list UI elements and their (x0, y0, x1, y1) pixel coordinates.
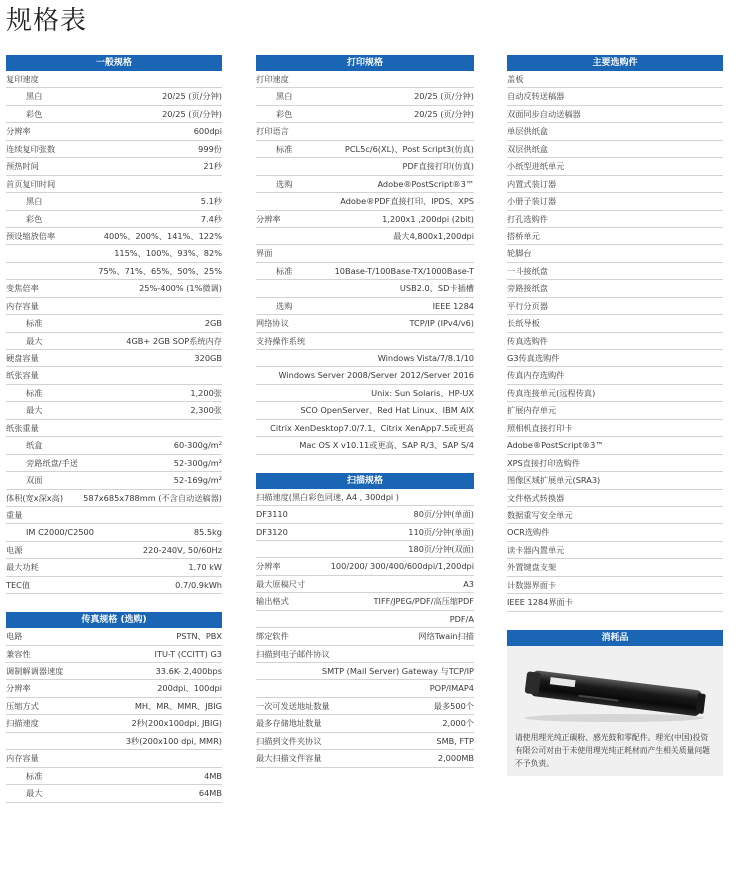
spec-value: USB2.0、SD卡插槽 (399, 283, 474, 294)
spec-value: Windows Server 2008/Server 2012/Server 2016 (278, 370, 474, 381)
spec-value: 最多500个 (433, 700, 474, 711)
spec-value: 600dpi (193, 126, 222, 137)
spec-row (256, 420, 474, 437)
spec-value: Adobe®PostScript®3™ (377, 178, 474, 189)
spec-row (256, 593, 474, 610)
option-item: 图像区域扩展单元(SRA3) (507, 472, 723, 489)
option-item: 长纸导板 (507, 315, 723, 332)
spec-label: 标准 (26, 387, 43, 398)
spec-row (6, 577, 222, 594)
spec-label: 电路 (6, 631, 23, 642)
spec-value: 4GB+ 2GB SOP系统内存 (126, 335, 222, 346)
spec-label: 黑白 (26, 196, 43, 207)
spec-row (256, 715, 474, 732)
option-item: 文件格式转换器 (507, 490, 723, 507)
options-header: 主要选购件 (507, 55, 723, 71)
spec-row (6, 420, 222, 437)
spec-row (256, 385, 474, 402)
option-item: Adobe®PostScript®3™ (507, 437, 723, 454)
spec-row (256, 524, 474, 541)
spec-row (256, 541, 474, 558)
section-header: 扫描规格 (256, 473, 474, 489)
spec-row (6, 245, 222, 262)
spec-row (6, 472, 222, 489)
spec-label: 黑白 (26, 91, 43, 102)
spec-label: 打印语言 (256, 126, 289, 137)
spec-value: 200dpi、100dpi (157, 683, 222, 694)
spec-value: 7.4秒 (200, 213, 222, 224)
option-item: 数据重写安全单元 (507, 507, 723, 524)
spec-value: 25%-400% (1%微调) (139, 283, 222, 294)
spec-row (6, 542, 222, 559)
spec-value: 1,200张 (190, 387, 222, 398)
spec-value: 20/25 (页/分钟) (414, 108, 474, 119)
option-item: G3传真选购件 (507, 350, 723, 367)
option-item: 小册子装订器 (507, 193, 723, 210)
spec-row (256, 733, 474, 750)
spec-label: 选购 (276, 178, 293, 189)
spec-value: ITU-T (CCITT) G3 (154, 648, 222, 659)
spec-value: 999份 (198, 143, 222, 154)
spec-value: 10Base-T/100Base-TX/1000Base-T (334, 265, 474, 276)
spec-value: 52-169g/m² (173, 475, 222, 486)
spec-label: 输出格式 (256, 596, 289, 607)
spec-label: 双面 (26, 475, 43, 486)
option-item: 轮脚台 (507, 245, 723, 262)
option-item: 一斗接纸盘 (507, 263, 723, 280)
spec-label: 分辨率 (256, 561, 281, 572)
option-item: 传真内存选购件 (507, 367, 723, 384)
spec-value: 2,000MB (437, 753, 474, 764)
spec-row (256, 558, 474, 575)
spec-value: 60-300g/m² (173, 440, 222, 451)
spec-value: PSTN、PBX (176, 631, 222, 642)
spec-value: 1,200x1 ,200dpi (2bit) (382, 213, 474, 224)
page-title: 规格表 (6, 6, 88, 36)
spec-value: 33.6K- 2,400bps (155, 666, 222, 676)
spec-value: 115%、100%、93%、82% (114, 248, 222, 259)
spec-row (256, 402, 474, 419)
spec-row (6, 211, 222, 228)
spec-row (256, 437, 474, 454)
spec-label: 扫描速度(黑白彩色同速, A4 , 300dpi ) (256, 491, 399, 502)
spec-label: 一次可发送地址数量 (256, 700, 330, 711)
spec-value: SMB, FTP (436, 735, 474, 746)
spec-label: 调制解调器速度 (6, 666, 64, 676)
spec-row (256, 350, 474, 367)
spec-row (6, 507, 222, 524)
option-item: 自动反转送稿器 (507, 88, 723, 105)
spec-row (6, 437, 222, 454)
spec-label: 电源 (6, 544, 23, 555)
spec-value: MH、MR、MMR、JBIG (134, 700, 222, 711)
option-item: 单层供纸盒 (507, 123, 723, 140)
section-header: 一般规格 (6, 55, 222, 71)
spec-value: 64MB (198, 788, 222, 799)
spec-row (6, 176, 222, 193)
spec-row (256, 123, 474, 140)
options-list (507, 71, 723, 612)
spec-row (6, 298, 222, 315)
spec-value: Adobe®PDF直接打印、IPDS、XPS (340, 196, 474, 207)
spec-row (6, 559, 222, 576)
spec-label: 分辨率 (6, 683, 31, 694)
spec-row (256, 158, 474, 175)
option-item: 盖板 (507, 71, 723, 88)
spec-label: 内存容量 (6, 300, 39, 311)
spec-label: 首页复印时间 (6, 178, 56, 189)
spec-row (6, 193, 222, 210)
spec-value: 0.7/0.9kWh (175, 579, 222, 590)
spec-row (256, 141, 474, 158)
spec-row (6, 385, 222, 402)
spec-label: 扫描速度 (6, 718, 39, 729)
spec-label: 旁路纸盘/手送 (26, 457, 78, 468)
spec-label: 打印速度 (256, 74, 289, 84)
spec-label: 纸张容量 (6, 370, 39, 381)
option-item: 小纸型进纸单元 (507, 158, 723, 175)
spec-value: 2秒(200x100dpi, JBIG) (131, 718, 222, 729)
spec-label: 最大 (26, 335, 43, 346)
spec-row (6, 490, 222, 507)
spec-label: 连续复印张数 (6, 143, 56, 154)
spec-label: 复印速度 (6, 74, 39, 84)
spec-row (256, 298, 474, 315)
spec-value: 2,000个 (442, 718, 474, 729)
spec-value: 20/25 (页/分钟) (414, 91, 474, 102)
spec-label: 最大原稿尺寸 (256, 578, 306, 589)
print-scan-specs-column (256, 55, 474, 768)
spec-label: 分辨率 (6, 126, 31, 137)
spec-row (6, 106, 222, 123)
spec-value: 1.70 kW (188, 562, 222, 573)
spec-row (256, 211, 474, 228)
spec-row (6, 698, 222, 715)
spec-label: 选购 (276, 300, 293, 311)
spec-row (256, 680, 474, 697)
spec-value: 20/25 (页/分钟) (162, 108, 222, 119)
spec-value: 21秒 (203, 161, 222, 172)
spec-row (6, 646, 222, 663)
spec-row (6, 768, 222, 785)
spec-label: 最大扫描文件容量 (256, 753, 322, 764)
spec-value: SCO OpenServer、Red Hat Linux、IBM AIX (300, 405, 474, 416)
spec-row (6, 733, 222, 750)
section-header: 传真规格 (选购) (6, 612, 222, 628)
spec-label: 变焦倍率 (6, 283, 39, 294)
spec-row (256, 698, 474, 715)
spec-label: 标准 (26, 318, 43, 329)
spec-row (6, 524, 222, 541)
spec-value: Mac OS X v10.11或更高、SAP R/3、SAP S/4 (299, 440, 474, 451)
option-item: 平行分页器 (507, 298, 723, 315)
spec-row (256, 193, 474, 210)
spec-row (6, 263, 222, 280)
spec-value: A3 (463, 578, 474, 589)
spec-label: IM C2000/C2500 (26, 527, 94, 538)
toner-cartridge-image (519, 666, 709, 724)
spec-value: PCL5c/6(XL)、Post Script3(仿真) (344, 143, 474, 154)
spec-row (256, 611, 474, 628)
spec-value: Citrix XenDesktop7.0/7.1、Citrix XenApp7.5或更高 (270, 422, 474, 433)
spec-row (256, 280, 474, 297)
spec-row (256, 245, 474, 262)
spec-value: 400%、200%、141%、122% (103, 230, 222, 241)
spec-row (256, 333, 474, 350)
spec-row (6, 141, 222, 158)
spec-row (256, 646, 474, 663)
spec-label: 体积(宽x深x高) (6, 492, 64, 503)
option-item: 内置式装订器 (507, 176, 723, 193)
spec-value: 4MB (204, 770, 222, 781)
spec-value: TCP/IP (IPv4/v6) (409, 318, 474, 329)
spec-value: 180页/分钟(双面) (408, 543, 474, 554)
spec-row (256, 367, 474, 384)
spec-value: PDF直接打印(仿真) (402, 161, 474, 172)
spec-value: 220-240V, 50/60Hz (142, 544, 222, 555)
spec-label: 彩色 (26, 108, 43, 119)
spec-value: 110页/分钟(单面) (408, 526, 474, 537)
spec-row (6, 158, 222, 175)
spec-label: 标准 (276, 265, 293, 276)
spec-value: 2,300张 (190, 405, 222, 416)
spec-label: 网络协议 (256, 318, 289, 329)
spec-label: 黑白 (276, 91, 293, 102)
option-item: XPS直接打印选购件 (507, 455, 723, 472)
option-item: 双层供纸盒 (507, 141, 723, 158)
option-item: 读卡器内置单元 (507, 542, 723, 559)
spec-label: 界面 (256, 248, 273, 259)
spec-row (256, 88, 474, 105)
spec-label: 支持操作系统 (256, 335, 306, 346)
spec-label: 预设缩放倍率 (6, 230, 56, 241)
spec-row (256, 506, 474, 523)
spec-row (6, 123, 222, 140)
spec-value: 587x685x788mm (不含自动送稿器) (83, 492, 222, 503)
spec-value: POP/IMAP4 (429, 683, 474, 694)
spec-row (256, 263, 474, 280)
spec-label: 扫描到文件夹协议 (256, 735, 322, 746)
spec-value: PDF/A (449, 613, 474, 624)
spec-value: IEEE 1284 (432, 300, 474, 311)
spec-label: DF3120 (256, 526, 288, 537)
spec-row (256, 106, 474, 123)
spec-row (6, 785, 222, 802)
spec-row (256, 228, 474, 245)
spec-value: 75%、71%、65%、50%、25% (98, 265, 222, 276)
spec-value: TIFF/JPEG/PDF/高压缩PDF (373, 596, 474, 607)
spec-row (256, 176, 474, 193)
option-item: 传真选购件 (507, 333, 723, 350)
spec-value: 320GB (194, 353, 222, 363)
spec-label: 硬盘容量 (6, 353, 39, 363)
spec-value: 3秒(200x100 dpi, MMR) (125, 735, 222, 746)
spec-row (6, 228, 222, 245)
option-item: 外置键盘支架 (507, 559, 723, 576)
section-header: 打印规格 (256, 55, 474, 71)
option-item: 双面同步自动送稿器 (507, 106, 723, 123)
spec-row (256, 628, 474, 645)
spec-row (256, 489, 474, 506)
spec-row (6, 88, 222, 105)
spec-value: Unix: Sun Solaris、HP-UX (371, 387, 474, 398)
spec-label: 绑定软件 (256, 631, 289, 642)
option-item: 旁路接纸盘 (507, 280, 723, 297)
spec-row (6, 402, 222, 419)
spec-label: 分辨率 (256, 213, 281, 224)
spec-row (256, 663, 474, 680)
spec-row (6, 663, 222, 680)
spec-value: 20/25 (页/分钟) (162, 91, 222, 102)
spec-label: 最大功耗 (6, 562, 39, 573)
options-column (507, 55, 723, 776)
spec-value: 52-300g/m² (173, 457, 222, 468)
spec-value: 5.1秒 (200, 196, 222, 207)
spec-row (256, 576, 474, 593)
spec-value: 85.5kg (193, 527, 222, 538)
spec-row (256, 750, 474, 767)
spec-value: 80页/分钟(单面) (413, 509, 474, 520)
spec-value: Windows Vista/7/8.1/10 (377, 353, 474, 363)
spec-row (6, 750, 222, 767)
spec-label: TEC值 (6, 579, 31, 590)
option-item: 搭桥单元 (507, 228, 723, 245)
spec-value: SMTP (Mail Server) Gateway 与TCP/IP (321, 666, 474, 676)
option-item: OCR选购件 (507, 524, 723, 541)
spec-row (6, 715, 222, 732)
spec-label: DF3110 (256, 509, 288, 520)
spec-label: 压缩方式 (6, 700, 39, 711)
spec-label: 标准 (276, 143, 293, 154)
spec-value: 网络Twain扫描 (418, 631, 474, 642)
spec-row (6, 628, 222, 645)
spec-row (6, 455, 222, 472)
spec-label: 兼容性 (6, 648, 31, 659)
spec-label: 彩色 (276, 108, 293, 119)
spec-label: 彩色 (26, 213, 43, 224)
spec-row (256, 315, 474, 332)
spec-label: 预热时间 (6, 161, 39, 172)
spec-value: 100/200/ 300/400/600dpi/1,200dpi (330, 561, 474, 572)
spec-label: 最大 (26, 788, 43, 799)
spec-row (6, 680, 222, 697)
spec-label: 纸盒 (26, 440, 43, 451)
general-specs-column (6, 55, 222, 803)
consumables-header: 消耗品 (507, 630, 723, 646)
spec-row (6, 333, 222, 350)
option-item: 打孔选购件 (507, 211, 723, 228)
option-item: 计数器界面卡 (507, 577, 723, 594)
option-item: 扩展内存单元 (507, 402, 723, 419)
spec-row (6, 71, 222, 88)
spec-label: 标准 (26, 770, 43, 781)
spec-row (6, 280, 222, 297)
consumables-box (507, 646, 723, 776)
spec-label: 扫描到电子邮件协议 (256, 648, 330, 659)
spec-label: 最大 (26, 405, 43, 416)
spec-row (6, 315, 222, 332)
spec-label: 内存容量 (6, 753, 39, 764)
option-item: IEEE 1284界面卡 (507, 594, 723, 611)
spec-row (6, 367, 222, 384)
spec-row (6, 350, 222, 367)
consumables-note: 请使用理光纯正碳粉、感光鼓和零配件。理光(中国)投资有限公司对由于未使用理光纯正耗材而产生相关质量问题不予负责。 (515, 732, 710, 768)
spec-label: 重量 (6, 509, 23, 520)
spec-label: 最多存储地址数量 (256, 718, 322, 729)
spec-value: 最大4,800x1,200dpi (393, 230, 474, 241)
spec-row (256, 71, 474, 88)
spec-value: 2GB (204, 318, 222, 329)
option-item: 照相机直接打印卡 (507, 420, 723, 437)
option-item: 传真连接单元(远程传真) (507, 385, 723, 402)
spec-label: 纸张重量 (6, 422, 39, 433)
